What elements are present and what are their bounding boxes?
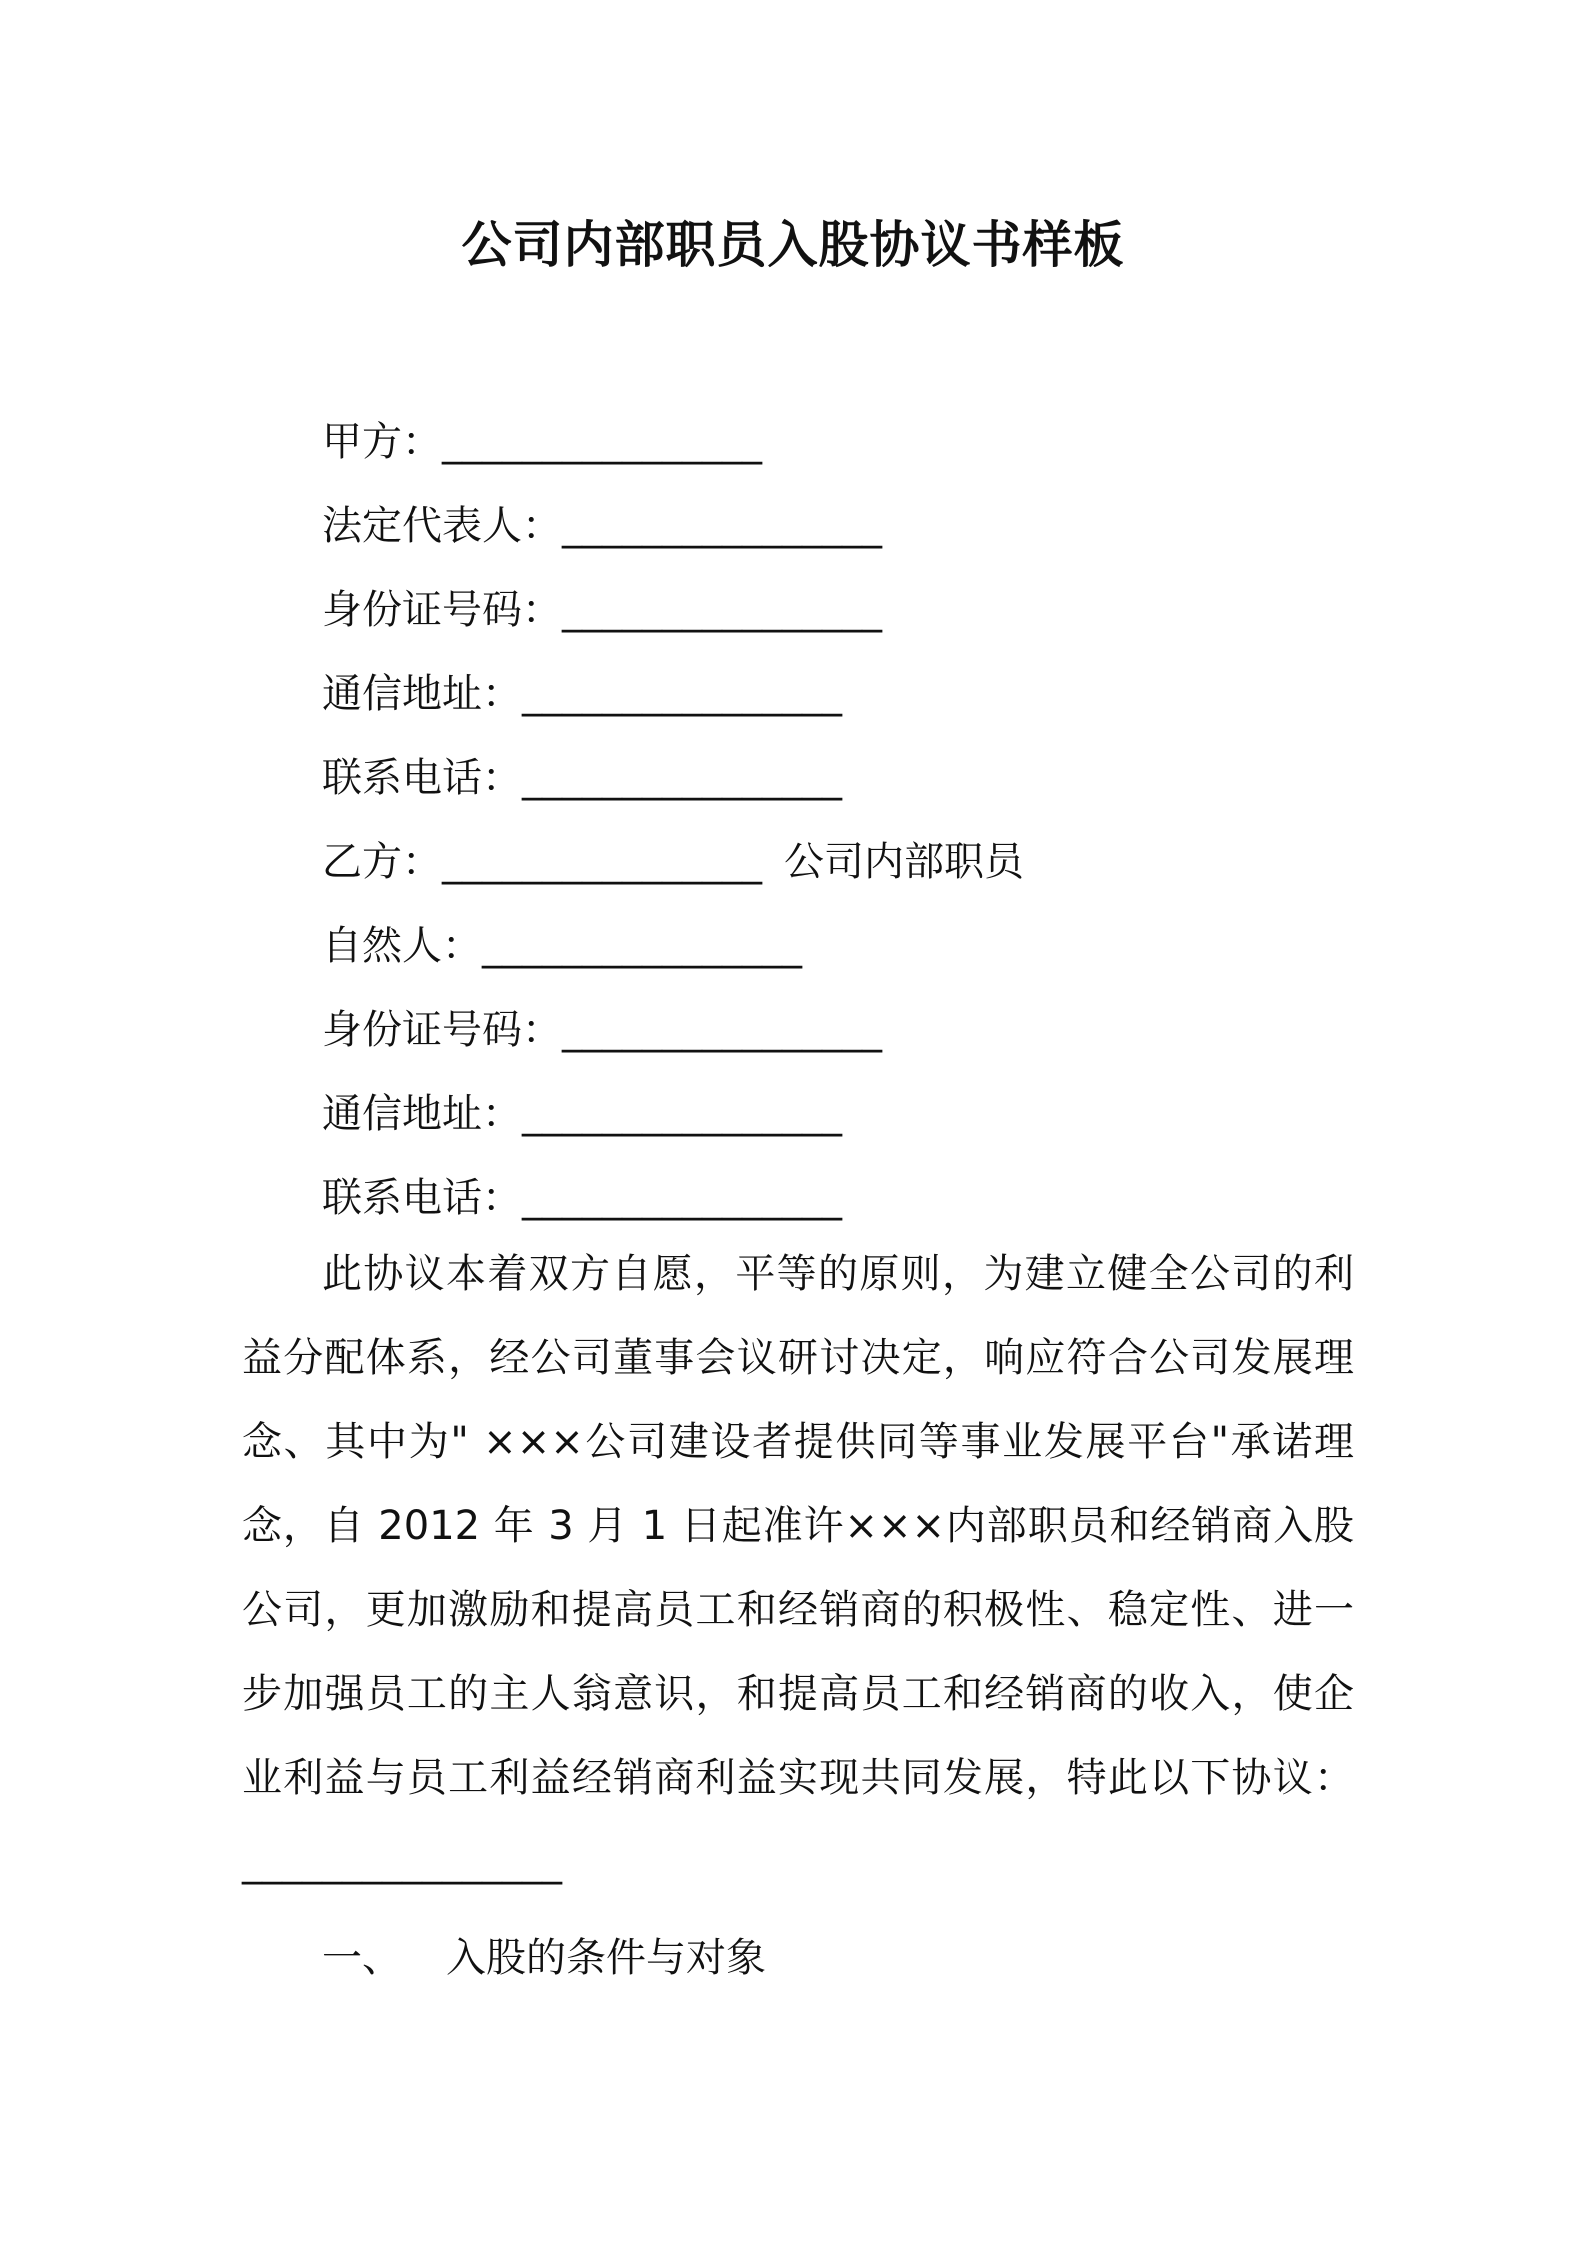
- party-b-id-number-field: [322, 988, 1422, 1072]
- fill-blank: ________________: [522, 1175, 842, 1221]
- preamble-fill-blank: ________________: [242, 1839, 562, 1885]
- preamble-paragraph: 此协议本着双方自愿，平等的原则，为建立健全公司的利益分配体系，经公司董事会议研讨决定，响应符合公司发展理念、其中为" ×××公司建设者提供同等事业发展平台"承诺理念，自 2012 年 3 月 1 日起准许×××内部职员和经销商入股公司，更加激励和提高员工和经销商的积极性、稳定性、进一步加强员工的主人翁意识，和提高员工和经销商的收入，使企业利益与员工利益经销商利益实现共同发展，特此以下协议：: [242, 1251, 1354, 1801]
- fill-blank: ________________: [522, 755, 842, 801]
- party-b-address-field: [322, 1072, 1422, 1156]
- field-label: 通信地址：: [322, 671, 522, 717]
- party-fields: [322, 400, 1422, 1240]
- field-label: 身份证号码：: [322, 1007, 562, 1053]
- fill-blank: ________________: [522, 1091, 842, 1137]
- field-label: 通信地址：: [322, 1091, 522, 1137]
- fill-blank: ________________: [442, 839, 762, 885]
- party-b-phone-field: [322, 1156, 1422, 1240]
- field-label: 联系电话：: [322, 1175, 522, 1221]
- section-number: 一、: [322, 1935, 402, 1981]
- section-title: 入股的条件与对象: [446, 1935, 766, 1981]
- party-a-phone-field: [322, 736, 1422, 820]
- natural-person-field: [322, 904, 1422, 988]
- fill-blank: ________________: [522, 671, 842, 717]
- legal-representative-field: [322, 484, 1422, 568]
- fill-blank: ________________: [562, 587, 882, 633]
- field-label: 自然人：: [322, 923, 482, 969]
- field-label: 甲方：: [322, 419, 442, 465]
- party-a-address-field: [322, 652, 1422, 736]
- field-label: 联系电话：: [322, 755, 522, 801]
- party-b-role: 公司内部职员: [784, 839, 1024, 885]
- fill-blank: ________________: [482, 923, 802, 969]
- fill-blank: ________________: [562, 1007, 882, 1053]
- party-a-field: [322, 400, 1422, 484]
- fill-blank: ________________: [562, 503, 882, 549]
- document-title: 公司内部职员入股协议书样板: [461, 216, 1125, 274]
- field-label: 法定代表人：: [322, 503, 562, 549]
- fill-blank: ________________: [442, 419, 762, 465]
- preamble-block: [242, 1232, 1354, 1904]
- section-heading-1: [322, 1916, 766, 2000]
- field-label: 身份证号码：: [322, 587, 562, 633]
- party-a-id-number-field: [322, 568, 1422, 652]
- field-label: 乙方：: [322, 839, 442, 885]
- party-b-field: [322, 820, 1422, 904]
